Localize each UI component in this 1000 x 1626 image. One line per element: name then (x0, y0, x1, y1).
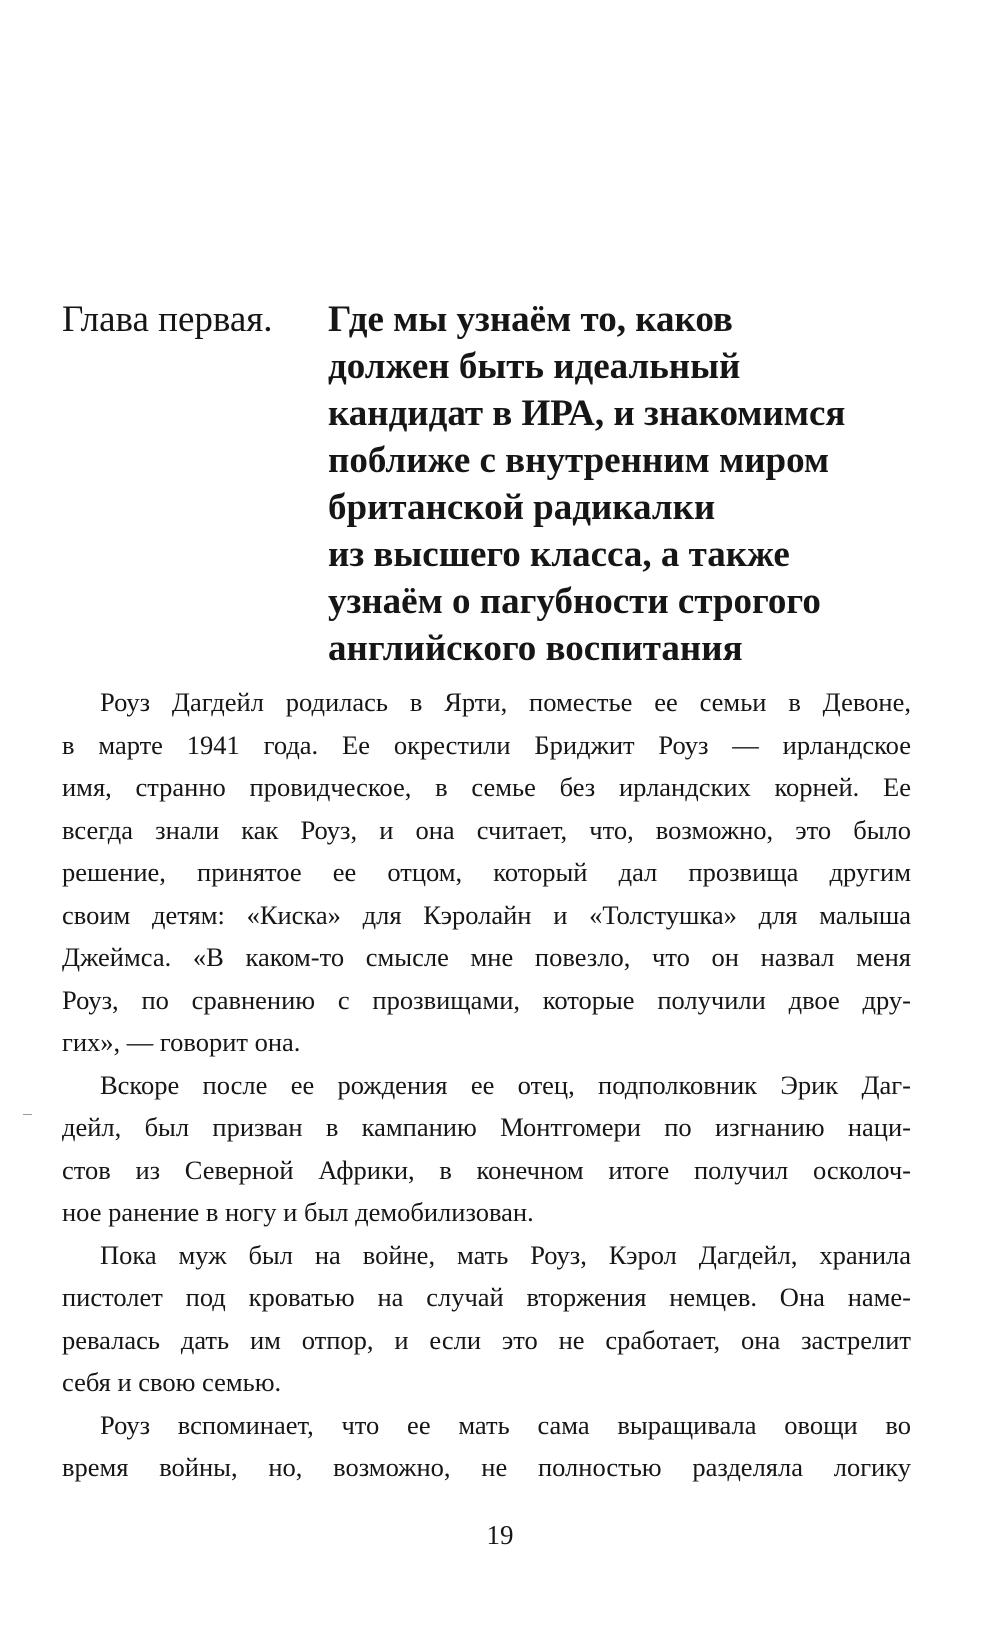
text-line: пистолет под кроватью на случай вторжения немцев. Она наме- (62, 1282, 911, 1312)
paragraph (62, 1404, 911, 1489)
paragraph (62, 1234, 911, 1404)
text-line: в марте 1941 года. Ее окрестили Бриджит Роуз — ирландское (62, 729, 911, 760)
text-line: дейл, был призван в кампанию Монтгомери по изгнанию наци- (62, 1112, 911, 1142)
page-number: 19 (486, 1520, 514, 1550)
chapter-title-line: поближе с внутренним миром (328, 440, 830, 481)
paragraph (62, 1064, 911, 1234)
text-line: Джеймса. «В каком-то смысле мне повезло, что он назвал меня (62, 942, 911, 972)
text-line: гих», — говорит она. (62, 1027, 301, 1057)
chapter-label: Глава первая. (62, 299, 273, 340)
text-line: Пока муж был на войне, мать Роуз, Кэрол Дагдейл, хранила (100, 1239, 911, 1270)
text-line: себя и свою семью. (62, 1367, 282, 1397)
body-text (62, 681, 911, 1489)
chapter-title-line: узнаём о пагубности строгого (328, 581, 821, 622)
text-line: Роуз вспоминает, что ее мать сама выращивала овощи во (100, 1409, 911, 1440)
chapter-title-line: кандидат в ИРА, и знакомимся (328, 393, 846, 434)
text-line: ревалась дать им отпор, и если это не сработает, она застрелит (62, 1324, 911, 1355)
chapter-title-line: английского воспитания (328, 628, 743, 669)
chapter-title-line: из высшего класса, а также (328, 534, 790, 575)
chapter-title (328, 296, 928, 672)
text-line: время войны, но, возможно, не полностью разделяла логику (62, 1452, 911, 1482)
text-line: ное ранение в ногу и был демобилизован. (62, 1197, 534, 1227)
chapter-title-line: британской радикалки (328, 487, 716, 528)
margin-mark (23, 1114, 32, 1115)
text-line: всегда знали как Роуз, и она считает, что, возможно, это было (62, 814, 911, 845)
text-line: решение, принятое ее отцом, который дал прозвища другим (62, 857, 911, 887)
text-line: своим детям: «Киска» для Кэролайн и «Толстушка» для малыша (62, 899, 911, 930)
paragraph (62, 681, 911, 1064)
chapter-title-line: Где мы узнаём то, каков (328, 299, 733, 340)
text-line: Роуз Дагдейл родилась в Ярти, поместье ее семьи в Девоне, (100, 687, 911, 717)
chapter-title-line: должен быть идеальный (328, 346, 741, 387)
text-line: Роуз, по сравнению с прозвищами, которые получили двое дру- (62, 984, 911, 1015)
text-line: Вскоре после ее рождения ее отец, подполковник Эрик Даг- (100, 1069, 911, 1100)
text-line: стов из Северной Африки, в конечном итоге получил осколоч- (62, 1154, 911, 1185)
text-line: имя, странно провидческое, в семье без ирландских корней. Ее (62, 772, 911, 802)
